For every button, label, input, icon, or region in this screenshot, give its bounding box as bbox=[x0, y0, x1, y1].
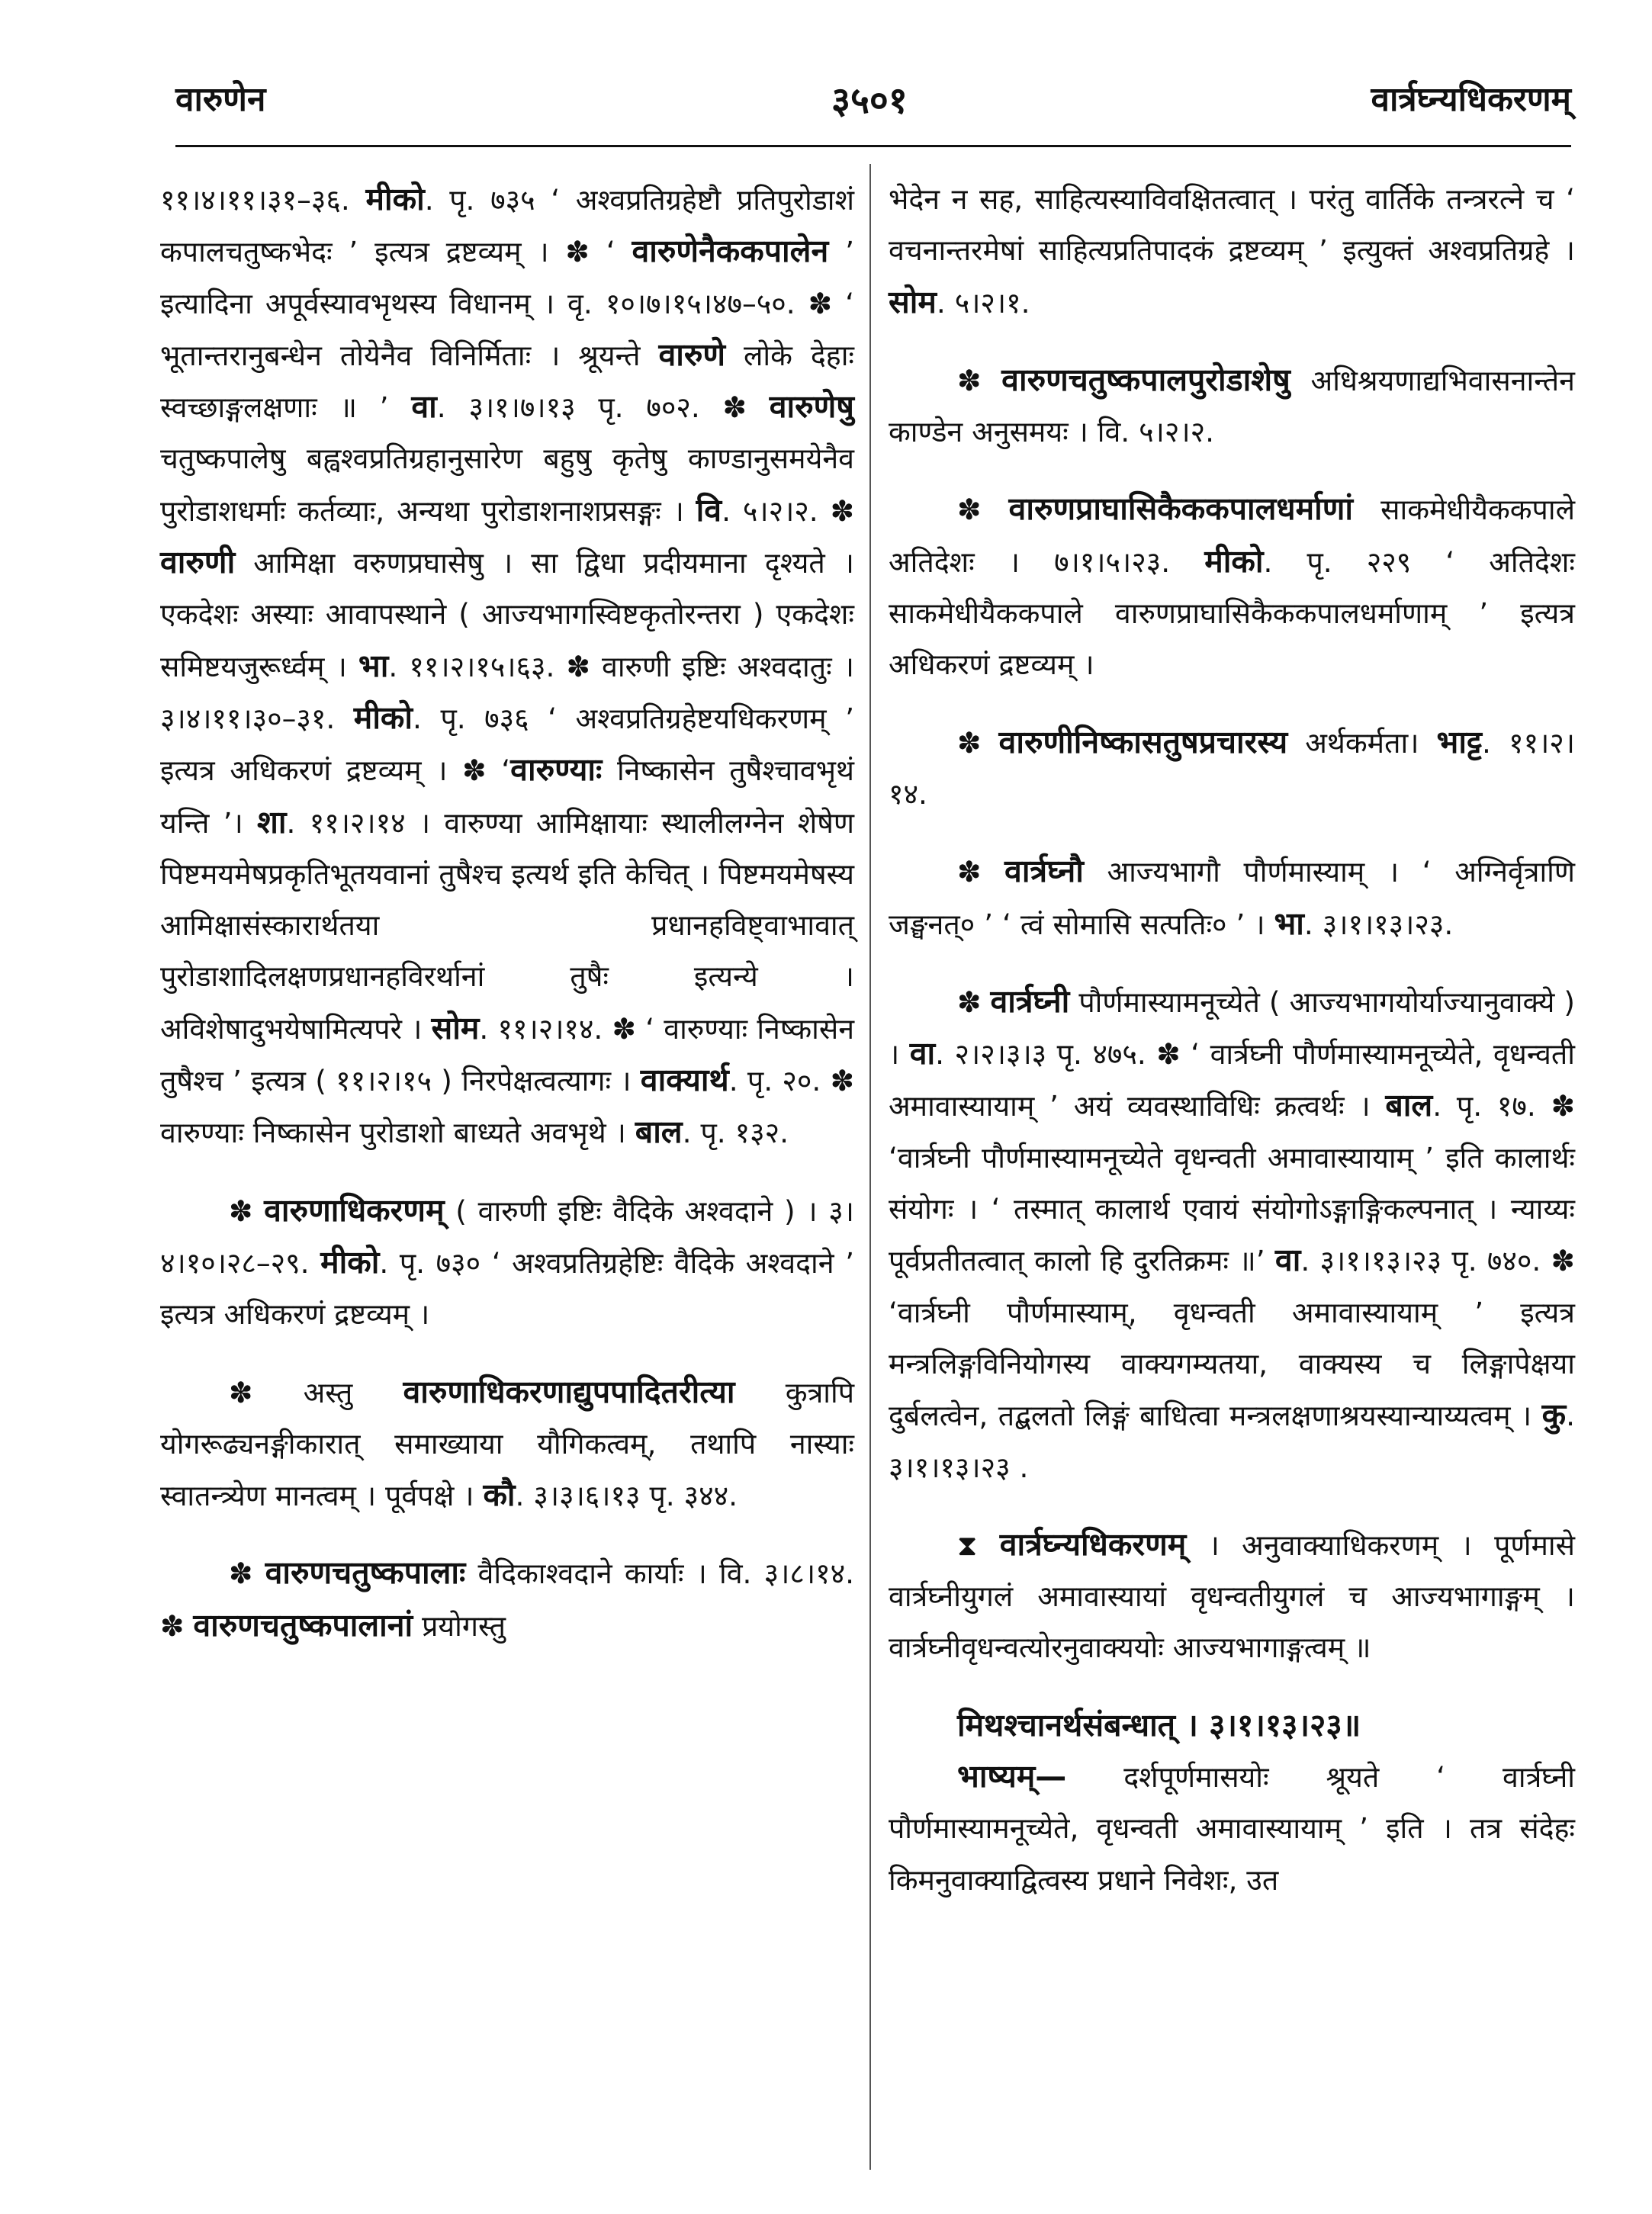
text-run: अर्थकर्मता। bbox=[1287, 725, 1437, 760]
text-run: . पृ. ७३५ ‘ अश्वप्रतिग्रहेष्टौ प्रतिपुरोडाशं कपालचतुष्कभेदः ’ इत्यत्र द्रष्टव्यम् । ✽ ‘ bbox=[160, 183, 855, 269]
ref-abbrev: वा bbox=[1274, 1242, 1301, 1279]
text-run: ११।४।११।३१–३६. bbox=[160, 183, 366, 217]
text-run: चतुष्कपालेषु बह्वश्वप्रतिग्रहानुसारेण बहुषु कृतेषु काण्डानुसमयेनैव पुरोडाशधर्माः कर्तव्याः, अन्यथा पुरोडाशनाशप्रसङ्गः । bbox=[160, 442, 854, 528]
text-run: कुत्रापि योगरूढ्यनङ्गीकारात् समाख्याया यौगिकत्वम्, तथापि नास्याः स्वातन्त्र्येण मानत्वम् । पूर्वपक्षे । bbox=[160, 1375, 854, 1513]
text-run: दर्शपूर्णमासयोः श्रूयते ‘ वार्त्रघ्नी पौर्णमास्यामनूच्येते, वृधन्वती अमावास्यायाम् ’ इति । तत्र संदेहः किमनुवाक्याद्वित्वस्य प्रधाने निवेशः, उत bbox=[889, 1760, 1575, 1897]
headword: वारुणी bbox=[160, 544, 236, 581]
right-entry-bhashyam bbox=[889, 1751, 1575, 1906]
ref-abbrev: मीको bbox=[320, 1243, 380, 1281]
text-run: . ३।१।१३।२३ पृ. ७४०. ✽ ‘वार्त्रघ्नी पौर्णमास्याम्, वृधन्वती अमावास्यायाम् ’ इत्यत्र मन्त्रलिङ्गविनियोगस्य वाक्यगम्यतया, वाक्यस्य च लिङ्गापेक्षया दुर्बलत्वेन, तद्बलतो लिङ्गं बाधित्वा मन्त्रलक्षणाश्रयस्यान्याय्यत्वम् । bbox=[889, 1244, 1575, 1433]
text-run: . पृ. २०. ✽ वारुण्याः निष्कासेन पुरोडाशो बाध्यते अवभृथे । bbox=[160, 1064, 855, 1150]
text-run: . ३।१।१३।२३. bbox=[1303, 907, 1454, 941]
text-run: ’ इत्यादिना अपूर्वस्यावभृथस्य विधानम् । वृ. १०।७।१५।४७–५०. ✽ ‘ भूतान्तरानुबन्धेन तोयेनैव विनिर्मिताः । श्रूयन्ते bbox=[160, 235, 854, 372]
ref-abbrev: शा bbox=[257, 803, 287, 840]
headword: वारुणे bbox=[658, 336, 726, 373]
header-rule bbox=[175, 145, 1571, 147]
text-run: . ३।१।७।१३ पृ. ७०२. ✽ bbox=[436, 390, 770, 425]
ref-abbrev: मीको bbox=[365, 181, 425, 217]
text-run: . ३।१।१३।२३ . bbox=[889, 1399, 1575, 1484]
text-run: पौर्णमास्यामनूच्येते ( आज्यभागयोर्याज्यानुवाक्ये ) । bbox=[889, 985, 1576, 1072]
ref-abbrev: वि bbox=[696, 491, 722, 529]
right-entry-adhikaranam bbox=[889, 1519, 1575, 1674]
ref-abbrev: बाल bbox=[1385, 1087, 1433, 1124]
headword: वार्त्रघ्न्यधिकरणम् bbox=[999, 1525, 1187, 1563]
text-run: . ५।२।१. bbox=[936, 285, 1030, 320]
ref-abbrev: बाल bbox=[635, 1113, 683, 1151]
text-run: ( वारुणी इष्टिः वैदिके अश्वदाने ) । ३।४।१०।२८–२९. bbox=[160, 1194, 855, 1280]
ref-abbrev: कु bbox=[1541, 1396, 1567, 1434]
headword: वारुण्याः bbox=[510, 751, 603, 789]
text-run: . २।२।३।३ पृ. ४७५. ✽ ‘ वार्त्रघ्नी पौर्णमास्यामनूच्येते, वृधन्वती अमावास्यायाम् ’ अयं व्यवस्थाविधिः क्रत्वर्थः । bbox=[889, 1037, 1575, 1123]
right-entry-nishkasa bbox=[889, 717, 1575, 821]
text-run: . ११।२।१४. ✽ ‘ वारुण्याः निष्कासेन तुषैश्च ’ इत्यत्र ( ११।२।१५ ) निरपेक्षत्वत्यागः । bbox=[160, 1011, 855, 1098]
text-run: ✽ bbox=[957, 985, 991, 1019]
right-entry-vartraghnau bbox=[889, 846, 1575, 950]
text-run: लोके देहाः स्वच्छाङ्गलक्षणाः ॥ ’ bbox=[160, 338, 855, 425]
ref-abbrev: भा bbox=[358, 647, 389, 684]
text-run: वैदिकाश्वदाने कार्याः । वि. ३।८।१४. ✽ bbox=[160, 1557, 854, 1643]
text-run: भेदेन न सह, साहित्यस्याविवक्षितत्वात् । परंतु वार्तिके तन्त्ररत्ने च ‘ वचनान्तरमेषां साहित्यप्रतिपादकं द्रष्टव्यम् ’ इत्युक्तं अश्वप्रतिग्रहे । bbox=[889, 182, 1575, 268]
text-run: . ११।२।१४. bbox=[889, 725, 1575, 811]
text-run: ✽ bbox=[957, 855, 1005, 889]
right-entry-continuation bbox=[889, 174, 1575, 329]
headword: वारुणाधिकरणम् bbox=[264, 1191, 445, 1229]
text-run: आज्यभागौ पौर्णमास्याम् । ‘ अग्निर्वृत्राणि जङ्घनत्० ’ ‘ त्वं सोमासि सत्पतिः० ’ । bbox=[889, 855, 1575, 941]
ref-abbrev: वाक्यार्थ bbox=[640, 1062, 729, 1099]
text-run: . ११।२।१५।६३. ✽ वारुणी इष्टिः अश्वदातुः । ३।४।११।३०–३१. bbox=[160, 649, 854, 735]
ref-abbrev: सोम bbox=[431, 1009, 480, 1046]
text-run: अधिश्रयणाद्यभिवासनान्तेन काण्डेन अनुसमयः । वि. ५।२।२. bbox=[889, 363, 1575, 449]
left-entry-varunadhikaranam bbox=[160, 1185, 854, 1341]
ref-abbrev: मीको bbox=[353, 699, 413, 736]
headword: वार्त्रघ्नी bbox=[990, 982, 1070, 1020]
text-run: . पृ. ७३० ‘ अश्वप्रतिग्रहेष्टिः वैदिके अश्वदाने ’ इत्यत्र अधिकरणं द्रष्टव्यम् । bbox=[160, 1245, 855, 1332]
ref-abbrev: कौ bbox=[483, 1477, 516, 1514]
right-entry-purodasha bbox=[889, 355, 1575, 458]
headword: वारुणचतुष्कपालानां bbox=[193, 1606, 413, 1644]
text-run: . ११।२।१४ । वारुण्या आमिक्षायाः स्थालीलग्नेन शेषेण पिष्टमयमेषप्रकृतिभूतयवानां तुषैश्च इत्यर्थ इति केचित् । पिष्टमयमेषस्य आमिक्षासंस्कारार्थतया प्रधानहविष्ट्वाभावात् पुरोडाशादिलक्षणप्रधानहविरर्थानां तुषैः इत्यन्ये । अविशेषादुभयेषामित्यपरे । bbox=[160, 805, 854, 1046]
text-run: . ३।३।६।१३ पृ. ३४४. bbox=[515, 1479, 738, 1513]
left-entry-varunachatushkapala bbox=[160, 1547, 854, 1652]
page-number: ३५०१ bbox=[831, 79, 908, 122]
text-run: . ५।२।२. ✽ bbox=[722, 493, 854, 528]
headword: वारुणेषु bbox=[769, 388, 854, 426]
headword: वारुणेनैककपालेन bbox=[632, 233, 829, 270]
hourglass-icon: ⧗ bbox=[957, 1528, 1000, 1562]
text-run: ✽ अस्तु bbox=[229, 1375, 403, 1409]
text-run: ✽ bbox=[229, 1194, 265, 1228]
text-run: ✽ bbox=[957, 725, 999, 760]
text-run: आमिक्षा वरुणप्रघासेषु । सा द्विधा प्रदीयमाना दृश्यते । एकदेशः अस्याः आवापस्थाने ( आज्यभागस्विष्टकृतोरन्तरा ) एकदेशः समिष्टयजुरूर्ध्वम् । bbox=[160, 546, 854, 683]
headword: वारुणीनिष्कासतुषप्रचारस्य bbox=[998, 723, 1288, 760]
left-entry-astu bbox=[160, 1367, 854, 1522]
ref-abbrev: भाट्ट bbox=[1436, 723, 1483, 760]
text-run: ✽ bbox=[957, 363, 1002, 397]
column-divider bbox=[869, 164, 871, 2170]
text-run: साकमेधीयैककपाले अतिदेशः । ७।१।५।२३. bbox=[889, 493, 1575, 579]
running-head-left: वारुणेन bbox=[175, 80, 266, 119]
right-column bbox=[889, 174, 1575, 1906]
text-run: . पृ. १७. ✽ ‘वार्त्रघ्नी पौर्णमास्यामनूच्येते वृधन्वती अमावास्यायाम् ’ इति कालार्थः संयोगः । ‘ तस्मात् कालार्थ एवायं संयोगोऽङ्गाङ्गिकल्पनात् । न्याय्यः पूर्वप्रतीतत्वात् कालो हि दुरतिक्रमः ॥’ bbox=[889, 1089, 1575, 1278]
headword: वारुणाधिकरणाद्युपपादितरीत्या bbox=[403, 1373, 735, 1410]
text-run: ✽ bbox=[229, 1557, 265, 1591]
left-entry-varunena bbox=[160, 174, 854, 1159]
right-entry-praghasika bbox=[889, 484, 1575, 690]
right-entry-vartraghni bbox=[889, 976, 1575, 1493]
text-run: . पृ. ७३६ ‘ अश्वप्रतिग्रहेष्टयधिकरणम् ’ इत्यत्र अधिकरणं द्रष्टव्यम् । ✽ ‘ bbox=[160, 701, 854, 788]
text-run: प्रयोगस्तु bbox=[413, 1608, 506, 1643]
running-head-right: वार्त्रघ्न्यधिकरणम् bbox=[1371, 80, 1571, 119]
headword: वारुणचतुष्कपालाः bbox=[265, 1554, 466, 1592]
ref-abbrev: सोम bbox=[889, 283, 937, 320]
headword: वारुणप्राघासिकैककपालधर्माणां bbox=[1008, 490, 1354, 528]
ref-abbrev: वा bbox=[909, 1035, 936, 1072]
text-run: . पृ. १३२. bbox=[682, 1116, 789, 1150]
ref-abbrev: भा bbox=[1274, 905, 1304, 942]
left-column bbox=[160, 174, 854, 1652]
headword: वार्त्रघ्नौ bbox=[1004, 853, 1084, 890]
page-header bbox=[175, 75, 1571, 136]
ref-abbrev: मीको bbox=[1204, 542, 1264, 580]
ref-abbrev: वा bbox=[411, 388, 437, 426]
text-run: ✽ bbox=[957, 493, 1009, 527]
headword: वारुणचतुष्कपालपुरोडाशेषु bbox=[1001, 361, 1290, 398]
bhashya-label: भाष्यम्— bbox=[957, 1758, 1067, 1795]
text-run: । अनुवाक्याधिकरणम् । पूर्णमासे वार्त्रघ्नीयुगलं अमावास्यायां वृधन्वतीयुगलं च आज्यभागाङ्गम् । वार्त्रघ्नीवृधन्वत्योरनुवाक्ययोः आज्यभागाङ्गत्वम् ॥ bbox=[889, 1528, 1575, 1665]
sutra-heading: मिथश्चानर्थसंबन्धात् । ३।१।१३।२३॥ bbox=[957, 1706, 1361, 1743]
text-run: निष्कासेन तुषैश्चावभृथं यन्ति ’। bbox=[160, 754, 854, 840]
text-run: . पृ. २२९ ‘ अतिदेशः साकमेधीयैककपाले वारुणप्राघासिकैककपालधर्माणाम् ’ इत्यत्र अधिकरणं द्रष्टव्यम् । bbox=[889, 545, 1575, 682]
